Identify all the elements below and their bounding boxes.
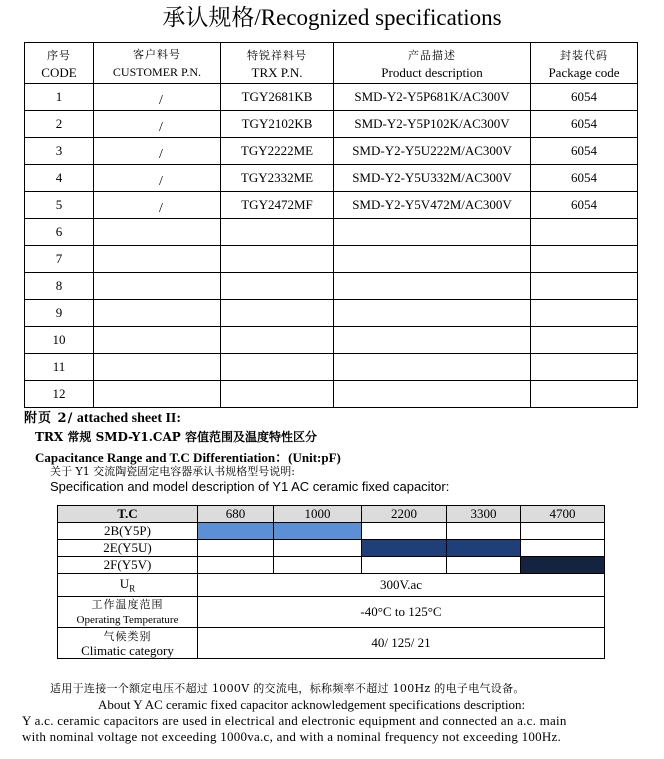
operating-temperature-value: -40°C to 125°C <box>198 597 605 628</box>
cell-code: 12 <box>25 381 94 408</box>
spec-header-row <box>25 43 638 84</box>
cell-trx-pn: TGY2222ME <box>221 138 334 165</box>
cell-trx-pn <box>221 273 334 300</box>
ur-row <box>58 574 605 597</box>
climatic-category-row <box>58 628 605 659</box>
cell-code: 1 <box>25 84 94 111</box>
customer-pn-value: / <box>159 119 163 135</box>
cap-value-680: 680 <box>198 506 274 523</box>
tc-row <box>58 523 605 540</box>
cell-package-code: 6054 <box>531 192 638 219</box>
tc-label: 2F(Y5V) <box>58 557 198 574</box>
tc-range-empty <box>362 557 447 574</box>
spec-description-en: Specification and model description of Y1 AC ceramic fixed capacitor: <box>50 479 450 494</box>
customer-pn-value: / <box>159 173 163 189</box>
table-row <box>25 300 638 327</box>
operating-temperature-row <box>58 597 605 628</box>
tc-range-empty <box>447 523 521 540</box>
tc-range-bar <box>198 523 274 540</box>
cell-product-description <box>334 381 531 408</box>
cell-code: 10 <box>25 327 94 354</box>
cell-trx-pn: TGY2681KB <box>221 84 334 111</box>
cell-customer-pn <box>94 327 221 354</box>
tc-row <box>58 540 605 557</box>
cell-code: 6 <box>25 219 94 246</box>
cell-package-code: 6054 <box>531 138 638 165</box>
footer-zh-line: 适用于连接一个额定电压不超过 1000V 的交流电，标称频率不超过 100Hz 的电子电气设备。 <box>50 682 525 695</box>
cell-trx-pn: TGY2102KB <box>221 111 334 138</box>
cell-package-code <box>531 381 638 408</box>
cell-trx-pn <box>221 300 334 327</box>
cell-customer-pn <box>94 246 221 273</box>
cell-trx-pn: TGY2472MF <box>221 192 334 219</box>
cell-code: 8 <box>25 273 94 300</box>
tc-label: 2E(Y5U) <box>58 540 198 557</box>
tc-range-bar <box>521 557 605 574</box>
tc-range-bar <box>447 540 521 557</box>
cell-customer-pn <box>94 219 221 246</box>
attached-subheading: TRX 常规 SMD-Y1.CAP 容值范围及温度特性区分 <box>35 430 317 444</box>
tc-range-empty <box>198 557 274 574</box>
cell-code: 11 <box>25 354 94 381</box>
table-row <box>25 111 638 138</box>
climatic-category-value: 40/ 125/ 21 <box>198 628 605 659</box>
header-package-code: 封装代码 Package code <box>531 43 638 84</box>
cell-package-code <box>531 327 638 354</box>
cell-customer-pn <box>94 300 221 327</box>
tc-range-empty <box>521 540 605 557</box>
header-trx-pn: 特锐祥料号 TRX P.N. <box>221 43 334 84</box>
table-row <box>25 192 638 219</box>
cell-code: 9 <box>25 300 94 327</box>
cell-product-description: SMD-Y2-Y5P681K/AC300V <box>334 84 531 111</box>
cap-value-2200: 2200 <box>362 506 447 523</box>
cell-trx-pn: TGY2332ME <box>221 165 334 192</box>
cell-product-description: SMD-Y2-Y5V472M/AC300V <box>334 192 531 219</box>
table-row <box>25 219 638 246</box>
tc-range-empty <box>362 523 447 540</box>
attached-sheet-heading: 附页 2/ attached sheet II: <box>24 411 182 426</box>
header-product-description: 产品描述 Product description <box>334 43 531 84</box>
cell-customer-pn <box>94 111 221 138</box>
ur-label: $U_R$ <box>58 574 198 597</box>
ur-value: 300V.ac <box>198 574 605 597</box>
cell-code: 5 <box>25 192 94 219</box>
page-title: 承认规格/Recognized specifications <box>162 5 502 30</box>
tc-range-bar <box>362 540 447 557</box>
cap-value-1000: 1000 <box>274 506 362 523</box>
table-row <box>25 381 638 408</box>
tc-label: 2B(Y5P) <box>58 523 198 540</box>
cell-trx-pn <box>221 354 334 381</box>
header-customer-pn: 客户料号 CUSTOMER P.N. <box>94 43 221 84</box>
table-row <box>25 327 638 354</box>
table-row <box>25 273 638 300</box>
cell-customer-pn <box>94 273 221 300</box>
cell-package-code <box>531 354 638 381</box>
cell-package-code <box>531 300 638 327</box>
cell-product-description <box>334 273 531 300</box>
cell-product-description: SMD-Y2-Y5P102K/AC300V <box>334 111 531 138</box>
spec-description-zh: 关于 Y1 交流陶瓷固定电容器承认书规格型号说明: <box>50 465 295 478</box>
cell-package-code: 6054 <box>531 165 638 192</box>
customer-pn-value: / <box>159 200 163 216</box>
header-code: 序号 CODE <box>25 43 94 84</box>
table-row <box>25 165 638 192</box>
cell-product-description <box>334 219 531 246</box>
tc-row <box>58 557 605 574</box>
cell-product-description <box>334 354 531 381</box>
cell-package-code: 6054 <box>531 111 638 138</box>
tc-range-bar <box>274 523 362 540</box>
cell-trx-pn <box>221 246 334 273</box>
tc-range-empty <box>274 557 362 574</box>
table-row <box>25 246 638 273</box>
customer-pn-value: / <box>159 92 163 108</box>
footer-en-line-1: Y a.c. ceramic capacitors are used in electrical and electronic equipment and connected an a.c. main <box>22 713 567 728</box>
table-row <box>25 138 638 165</box>
cell-package-code <box>531 219 638 246</box>
cell-package-code <box>531 273 638 300</box>
table-row <box>25 84 638 111</box>
customer-pn-value: / <box>159 146 163 162</box>
cap-value-3300: 3300 <box>447 506 521 523</box>
cell-code: 4 <box>25 165 94 192</box>
cell-product-description: SMD-Y2-Y5U222M/AC300V <box>334 138 531 165</box>
tc-header: T.C <box>58 506 198 523</box>
tc-range-empty <box>521 523 605 540</box>
capacitance-range-heading: Capacitance Range and T.C Differentiation：(Unit:pF) <box>35 450 341 465</box>
footer-en-line-2: with nominal voltage not exceeding 1000va.c, and with a nominal frequency not exceeding 100Hz. <box>22 729 562 744</box>
cell-product-description <box>334 246 531 273</box>
cell-package-code: 6054 <box>531 84 638 111</box>
cell-product-description <box>334 327 531 354</box>
capacitance-table <box>57 505 605 659</box>
table-row <box>25 354 638 381</box>
cell-package-code <box>531 246 638 273</box>
cell-customer-pn <box>94 192 221 219</box>
cap-value-4700: 4700 <box>521 506 605 523</box>
cell-customer-pn <box>94 354 221 381</box>
cell-customer-pn <box>94 84 221 111</box>
cell-trx-pn <box>221 219 334 246</box>
cell-trx-pn <box>221 381 334 408</box>
climatic-category-label: 气候类别 Climatic category <box>58 628 198 659</box>
operating-temperature-label: 工作温度范围 Operating Temperature <box>58 597 198 628</box>
cap-header-row <box>58 506 605 523</box>
cell-customer-pn <box>94 165 221 192</box>
cell-customer-pn <box>94 138 221 165</box>
cell-code: 2 <box>25 111 94 138</box>
cell-product-description <box>334 300 531 327</box>
tc-range-empty <box>447 557 521 574</box>
cell-product-description: SMD-Y2-Y5U332M/AC300V <box>334 165 531 192</box>
cell-trx-pn <box>221 327 334 354</box>
cell-code: 3 <box>25 138 94 165</box>
tc-range-empty <box>198 540 274 557</box>
cell-customer-pn <box>94 381 221 408</box>
spec-table <box>24 42 638 408</box>
footer-en-title: About Y AC ceramic fixed capacitor acknowledgement specifications description: <box>98 697 526 712</box>
cell-code: 7 <box>25 246 94 273</box>
tc-range-empty <box>274 540 362 557</box>
